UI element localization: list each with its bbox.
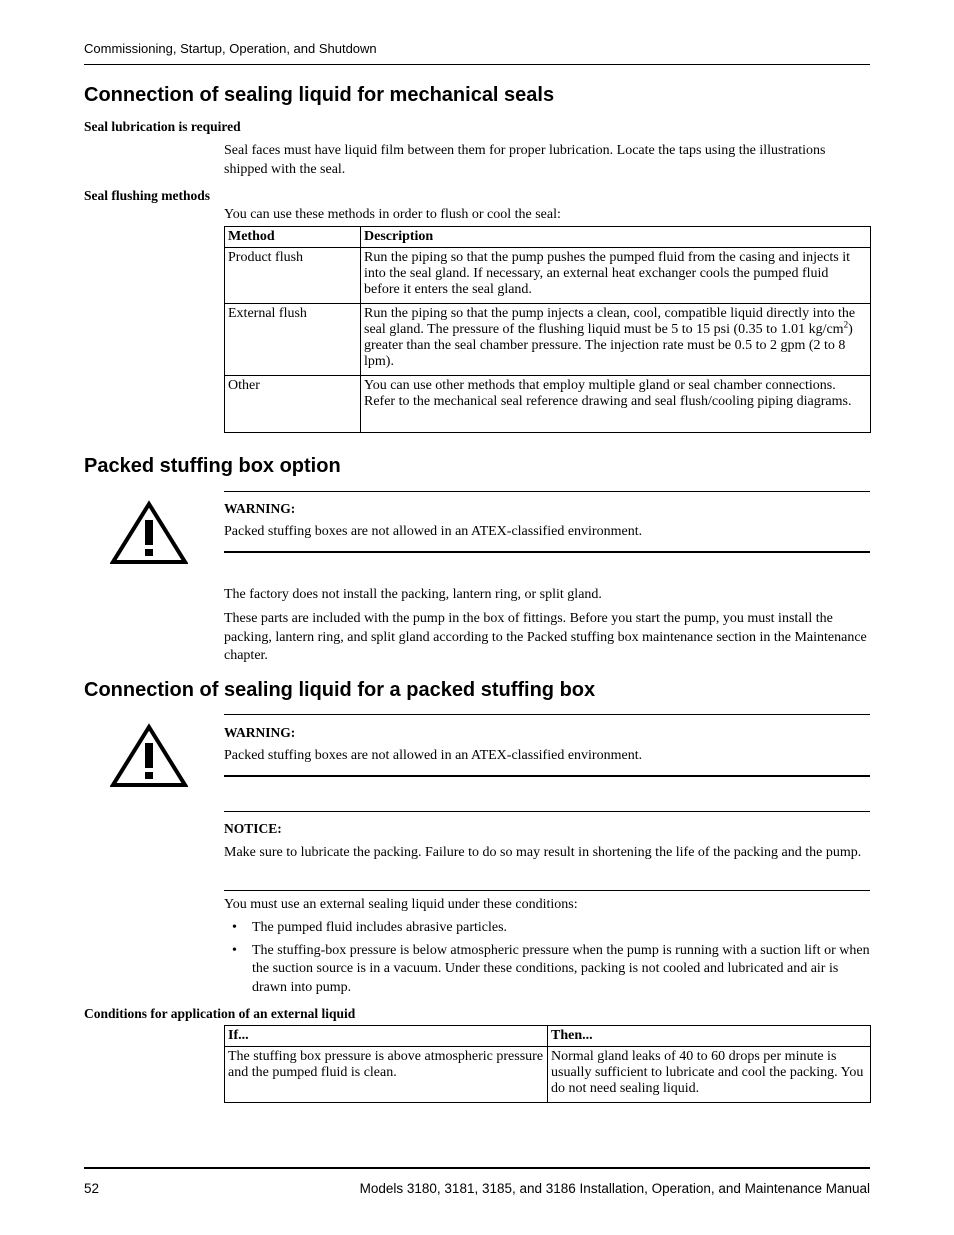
list-item	[224, 919, 872, 938]
bullet-icon: •	[232, 920, 237, 935]
footer-rule	[84, 1167, 870, 1169]
warning-text: Packed stuffing boxes are not allowed in an ATEX-classified environment.	[224, 748, 643, 763]
table-row	[225, 1047, 871, 1103]
subheading-seal-lubrication: Seal lubrication is required	[84, 119, 241, 134]
notice-text: Make sure to lubricate the packing. Failure to do so may result in shortening the life of the packing and the pump.	[224, 845, 862, 860]
seal-flushing-intro: You can use these methods in order to flush or cool the seal:	[224, 207, 561, 222]
warning-triangle-icon	[110, 723, 188, 789]
method-cell: Product flush	[225, 248, 361, 304]
description-cell: Run the piping so that the pump pushes the pumped fluid from the casing and injects it into the seal gland. If necessary, an external heat exchanger cools the pumped fluid before it enters the seal gland.	[361, 248, 871, 304]
section-heading-mechanical-seals: Connection of sealing liquid for mechanical seals	[84, 84, 555, 106]
conditions-table	[224, 1025, 871, 1103]
header-rule	[84, 64, 870, 65]
superscript-exponent: 2	[843, 319, 849, 330]
external-liquid-intro: You must use an external sealing liquid under these conditions:	[224, 897, 578, 912]
conditions-list	[224, 919, 872, 1001]
warning-top-rule	[224, 491, 870, 492]
column-header-if: If...	[225, 1026, 548, 1047]
description-cell	[361, 304, 871, 376]
table-row	[225, 248, 871, 304]
then-cell: Normal gland leaks of 40 to 60 drops per minute is usually sufficient to lubricate and cool the packing. You do not need sealing liquid.	[548, 1047, 871, 1103]
table-row	[225, 376, 871, 433]
packed-box-paragraph-2: These parts are included with the pump in the box of fittings. Before you start the pump, you must install the packing, lantern ring, and split gland according to the Packed stuffing box maintenance section in the Maintenance chapter.	[224, 611, 867, 663]
table-header-row	[225, 1026, 871, 1047]
seal-lubrication-text: Seal faces must have liquid film between them for proper lubrication. Locate the taps using the illustrations shipped with the seal.	[224, 143, 826, 177]
warning-title: WARNING:	[224, 501, 296, 516]
warning-top-rule	[224, 714, 870, 715]
list-item	[224, 942, 872, 998]
warning-bottom-rule	[224, 551, 870, 553]
warning-bottom-rule	[224, 775, 870, 777]
column-header-description: Description	[361, 227, 871, 248]
method-cell: External flush	[225, 304, 361, 376]
list-item-text: The stuffing-box pressure is below atmospheric pressure when the pump is running with a suction lift or when the suction source is in a vacuum. Under these conditions, packing is not cooled and lubricated and air is drawn into pump.	[252, 942, 870, 995]
method-cell: Other	[225, 376, 361, 433]
seal-flushing-table	[224, 226, 871, 433]
footer-manual-title: Models 3180, 3181, 3185, and 3186 Installation, Operation, and Maintenance Manual	[359, 1181, 870, 1196]
packed-box-paragraph-1: The factory does not install the packing, lantern ring, or split gland.	[224, 587, 602, 602]
notice-title: NOTICE:	[224, 821, 282, 836]
table-header-row	[225, 227, 871, 248]
column-header-then: Then...	[548, 1026, 871, 1047]
section-heading-packed-stuffing-box: Packed stuffing box option	[84, 455, 341, 477]
notice-top-rule	[224, 811, 870, 812]
list-item-text: The pumped fluid includes abrasive particles.	[252, 920, 508, 935]
table-row	[225, 304, 871, 376]
warning-title: WARNING:	[224, 725, 296, 740]
bullet-icon: •	[232, 942, 237, 958]
notice-bottom-rule	[224, 890, 870, 891]
section-heading-sealing-liquid-packed-box: Connection of sealing liquid for a packed stuffing box	[84, 679, 596, 701]
subheading-conditions: Conditions for application of an external liquid	[84, 1006, 356, 1021]
running-header: Commissioning, Startup, Operation, and Shutdown	[84, 41, 377, 56]
description-cell: You can use other methods that employ multiple gland or seal chamber connections. Refer to the mechanical seal reference drawing and seal flush/cooling piping diagrams.	[361, 376, 871, 433]
description-text-part: ) greater than the seal chamber pressure. The injection rate must be 0.5 to 2 gpm (2 to 8 lpm).	[364, 322, 853, 369]
warning-text: Packed stuffing boxes are not allowed in an ATEX-classified environment.	[224, 524, 643, 539]
if-cell: The stuffing box pressure is above atmospheric pressure and the pumped fluid is clean.	[225, 1047, 548, 1103]
column-header-method: Method	[225, 227, 361, 248]
subheading-seal-flushing: Seal flushing methods	[84, 188, 211, 203]
warning-triangle-icon	[110, 500, 188, 566]
description-text-part: Run the piping so that the pump injects a clean, cool, compatible liquid directly into the seal gland. The pressure of the flushing liquid must be 5 to 15 psi (0.35 to 1.01 kg/cm	[364, 306, 856, 337]
page-number: 52	[84, 1181, 100, 1196]
